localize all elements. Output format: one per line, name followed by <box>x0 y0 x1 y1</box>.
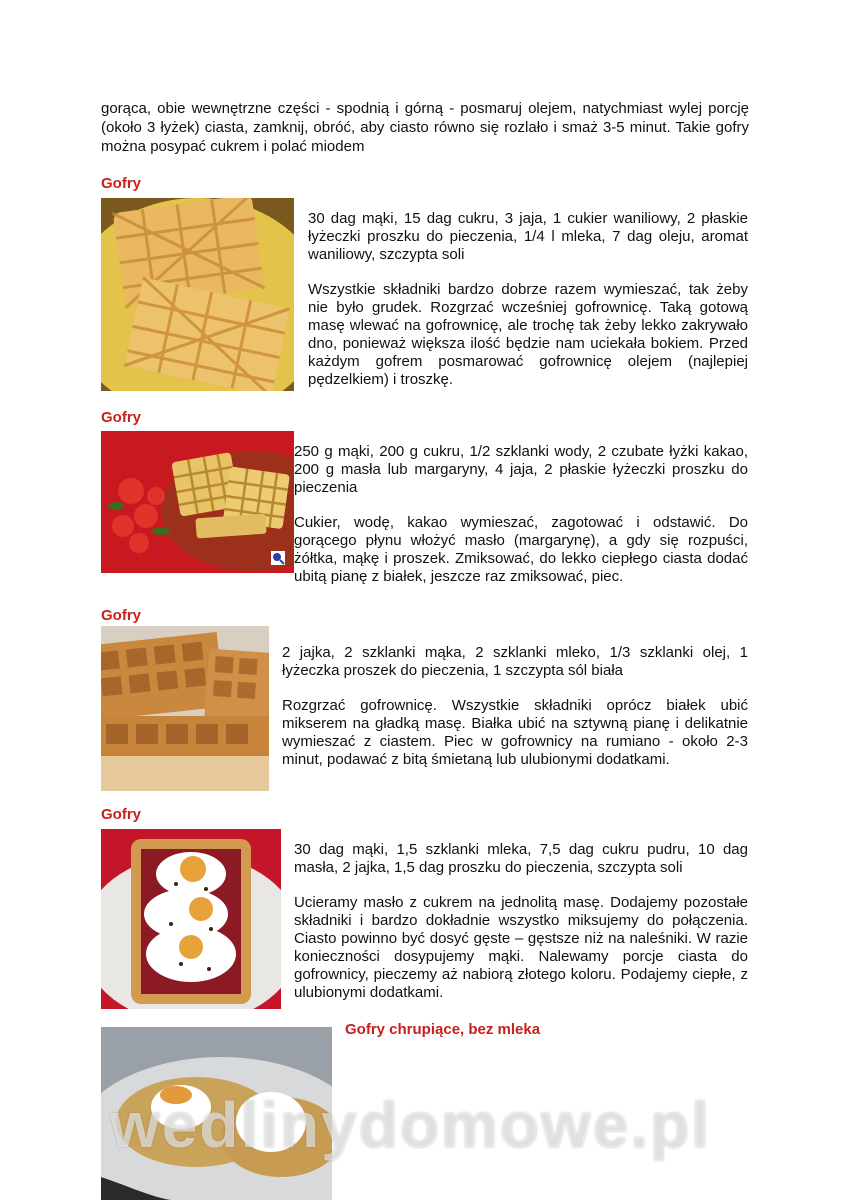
recipe-3-body <box>282 644 748 769</box>
recipe-4-ingredients: 30 dag mąki, 1,5 szklanki mleka, 7,5 dag cukru pudru, 10 dag masła, 2 jajka, 1,5 dag proszku do pieczenia, szczypta soli <box>294 841 748 876</box>
recipe-1-photo <box>101 198 294 391</box>
watermark: wedlinydomowe.pl <box>110 1089 711 1161</box>
intro-paragraph: gorąca, obie wewnętrzne części - spodnią i górną - posmaruj olejem, natychmiast wylej porcję (około 3 łyżek) ciasta, zamknij, obróć, aby ciasto równo się rozlało i smaż 3-5 minut. Takie gofry można posypać cukrem i polać miodem <box>101 100 749 155</box>
recipe-2-ingredients: 250 g mąki, 200 g cukru, 1/2 szklanki wody, 2 czubate łyżki kakao, 200 g masła lub margaryny, 4 jaja, 2 płaskie łyżeczki proszku do pieczenia <box>294 443 748 496</box>
recipe-2-photo <box>101 431 294 573</box>
recipe-1-title: Gofry <box>101 175 142 192</box>
recipe-1-method: Wszystkie składniki bardzo dobrze razem wymieszać, tak żeby nie było grudek. Rozgrzać wcześniej gofrownicę. Taką gotową masę wlewać na gofrownicę, ale trochę tak żeby lekko zakrywało dno, ponieważ większa ilość będzie nam uciekała bokiem. Przed każdym gofrem posmarować gofrownicę olejem (najlepiej pędzelkiem) i troszkę. <box>308 281 748 388</box>
recipe-5-title: Gofry chrupiące, bez mleka <box>345 1021 541 1038</box>
recipe-2-title: Gofry <box>101 409 142 426</box>
recipe-2-body <box>294 443 748 586</box>
recipe-3-ingredients: 2 jajka, 2 szklanki mąka, 2 szklanki mleko, 1/3 szklanki olej, 1 łyżeczka proszek do pieczenia, 1 szczypta sól biała <box>282 644 748 679</box>
recipe-4-photo <box>101 829 281 1009</box>
recipe-3-title: Gofry <box>101 607 142 624</box>
recipe-4-title: Gofry <box>101 806 142 823</box>
recipe-2-method: Cukier, wodę, kakao wymieszać, zagotować i odstawić. Do gorącego płynu włożyć masło (margarynę), a gdy się rozpuści, żółtka, mąkę i proszek. Zmiksować, do lekko ciepłego ciasta dodać ubitą pianę z białek, jeszcze raz zmiksować, piec. <box>294 514 748 585</box>
recipe-3-method: Rozgrzać gofrownicę. Wszystkie składniki oprócz białek ubić mikserem na gładką masę. Białka ubić na sztywną pianę i delikatnie wymieszać z ciastem. Piec w gofrownicy na rumiano - około 2-3 minut, podawać z bitą śmietaną lub ulubionymi dodatkami. <box>282 697 748 768</box>
recipe-1-ingredients: 30 dag mąki, 15 dag cukru, 3 jaja, 1 cukier waniliowy, 2 płaskie łyżeczki proszku do pieczenia, 1/4 l mleka, 7 dag oleju, aromat waniliowy, szczypta soli <box>308 210 748 263</box>
recipe-4-method: Ucieramy masło z cukrem na jednolitą masę. Dodajemy pozostałe składniki i bardzo dokładnie wszystko miksujemy do połączenia. Ciasto powinno być dosyć gęste – gęstsze niż na naleśniki. W razie konieczności dosypujemy mąki. Nalewamy porcje ciasta do gofrownicy, pieczemy aż nabiorą złotego koloru. Podajemy ciepłe, z ulubionymi dodatkami. <box>294 894 748 1001</box>
recipe-3-photo <box>101 626 269 791</box>
recipe-1-body <box>308 210 748 389</box>
recipe-4-body <box>294 841 748 1002</box>
